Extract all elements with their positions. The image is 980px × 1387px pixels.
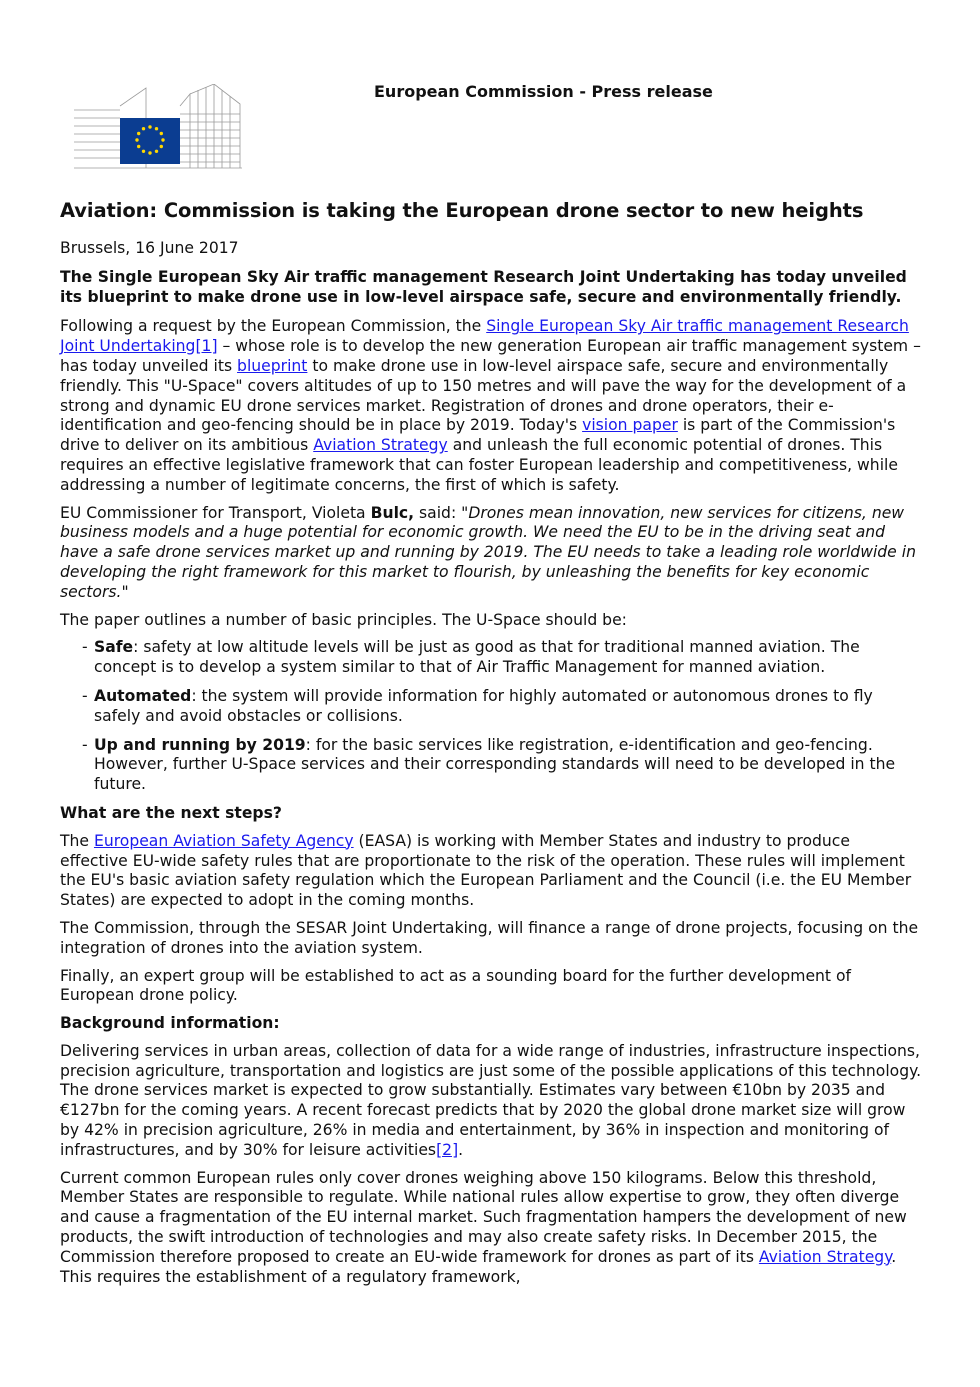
text-span: is part of the Commission's drive to deliver on its ambitious [60,416,896,455]
principle-text: : safety at low altitude levels will be just as good as that for traditional manned aviation. The concept is to develop a system similar to that of Air Traffic Management for manned aviation. [94,638,860,677]
press-release-label: European Commission - Press release [374,82,713,101]
text-span: said: [414,503,462,522]
list-item [60,736,922,795]
list-dash: - [82,735,88,754]
easa-link[interactable]: European Aviation Safety Agency [93,831,354,850]
dateline: Brussels, 16 June 2017 [60,239,239,257]
text-span: . [458,1140,464,1159]
text-span: Current common European rules only cover drones weighing above 150 kilograms. Below this threshold, Member States are responsible to regulate. While national rules allow expertise to grow, they often diverge and cause a fragmentation of the EU internal market. Such fragmentation hampers the development of new products, the swift introduction of technologies and may also create safety risks. In December 2015, the Commission therefore proposed to create an EU-wide framework for drones as part of its [60,1168,907,1266]
background-heading: Background information: [60,1014,280,1033]
market-paragraph [60,1042,922,1161]
expert-group-paragraph: Finally, an expert group will be established to act as a sounding board for the further development of European drone policy. [60,966,852,1005]
aviation-strategy-link-2[interactable]: Aviation Strategy [758,1247,892,1266]
text-span: Following a request by the European Commission, the [60,317,487,336]
text-span: and unleash the full economic potential of drones. This requires an effective legislative framework that can foster European leadership and competitiveness, while addressing a number of legitimate concerns, the first of which is safety. [60,436,898,494]
text-span: . This requires the establishment of a regulatory framework, [60,1247,897,1286]
sesar-funding-paragraph: The Commission, through the SESAR Joint Undertaking, will finance a range of drone projects, focusing on the integration of drones into the aviation system. [60,918,919,957]
text-span: to make drone use in low-level airspace safe, secure and environmentally friendly. This "U-Space" covers altitudes of up to 150 metres and will pave the way for the development of a strong and dynamic EU drone services market. Registration of drones and drone operators, their e-identification and geo-fencing should be in place by 2019. Today's [60,356,907,435]
lead-paragraph: The Single European Sky Air traffic management Research Joint Undertaking has today unveiled its blueprint to make drone use in low-level airspace safe, secure and environmentally friendly. [60,267,907,306]
european-commission-logo [74,84,242,170]
principle-text: : the system will provide information for highly automated or autonomous drones to fly safely and avoid obstacles or collisions. [94,686,873,725]
list-item [60,687,922,727]
next-steps-heading: What are the next steps? [60,803,282,822]
rules-paragraph [60,1169,922,1288]
principle-text: : for the basic services like registration, e-identification and geo-fencing. However, further U-Space services and their corresponding standards will need to be developed in the future. [94,735,896,794]
list-item [60,638,922,678]
blueprint-link[interactable]: blueprint [237,356,308,375]
text-span: EU Commissioner for Transport, Violeta [60,503,371,522]
sesar-ju-link[interactable]: Single European Sky Air traffic management Research Joint Undertaking[1] [60,317,909,356]
principles-list [60,638,922,795]
text-span: The [60,831,94,850]
principle-term: Automated [94,686,192,705]
footnote-2-link[interactable]: [2] [436,1140,459,1159]
commissioner-quote: "Drones mean innovation, new services for citizens, new business models and a huge potential for economic growth. We need the EU to be in the driving seat and have a safe drone services market up and running by 2019. The EU needs to take a leading role worldwide in developing the right framework for this market to flourish, by unleashing the benefits for key economic sectors." [60,503,916,601]
principles-intro: The paper outlines a number of basic principles. The U-Space should be: [60,610,627,629]
principle-term: Safe [94,638,134,657]
aviation-strategy-link[interactable]: Aviation Strategy [313,436,448,455]
article-title: Aviation: Commission is taking the European drone sector to new heights [60,199,864,222]
intro-paragraph [60,317,922,495]
list-dash: - [82,686,88,705]
text-span: (EASA) is working with Member States and industry to produce effective EU-wide safety rules that are proportionate to the risk of the operation. These rules will implement the EU's basic aviation safety regulation which the European Parliament and the Council (i.e. the EU Member States) are expected to adopt in the coming months. [60,831,912,910]
article [60,198,922,1295]
easa-paragraph [60,832,922,911]
principle-term: Up and running by 2019 [94,735,306,754]
commissioner-quote-paragraph [60,504,922,603]
text-span: Delivering services in urban areas, collection of data for a wide range of industries, infrastructure inspections, precision agriculture, transportation and logistics are just some of the possible applications of this technology. The drone services market is expected to grow substantially. Estimates vary between €10bn by 2035 and €127bn for the coming years. A recent forecast predicts that by 2020 the global drone market size will grow by 42% in precision agriculture, 26% in media and entertainment, by 36% in inspection and monitoring of infrastructures, and by 30% for leisure activities [60,1041,922,1159]
list-dash: - [82,638,88,657]
european-commission-logo-graphic [74,84,242,170]
text-span: – whose role is to develop the new generation European air traffic management system – has today unveiled its [60,337,921,375]
commissioner-name: Bulc, [370,503,415,522]
vision-paper-link[interactable]: vision paper [582,416,678,435]
